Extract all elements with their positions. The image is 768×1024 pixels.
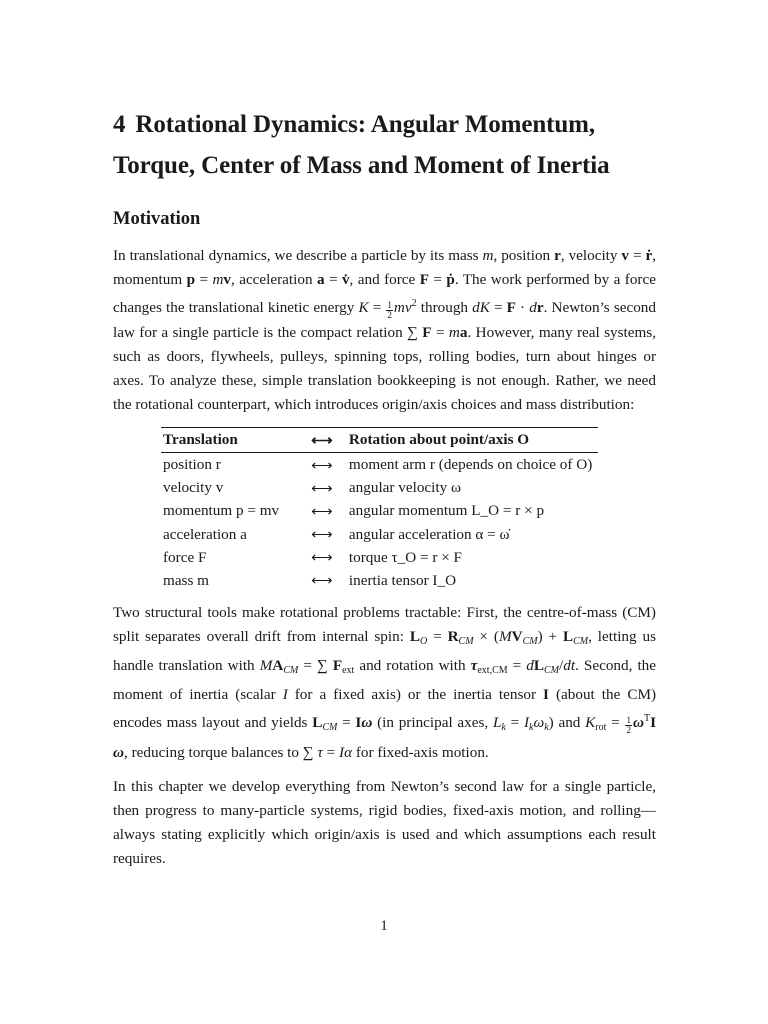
chapter-title-text: Rotational Dynamics: Angular Momentum, Torque, Center of Mass and Moment of Inertia — [113, 111, 610, 179]
table-cell: ⟷ — [311, 572, 333, 590]
correspondence-table — [161, 427, 598, 594]
table-header-rotation: Rotation about point/axis O — [347, 428, 598, 453]
table-cell: ⟷ — [311, 479, 333, 497]
table-cell: ⟷ — [311, 502, 333, 520]
chapter-number: 4 — [113, 111, 126, 138]
table-cell: momentum p = mv — [163, 502, 280, 520]
table-cell: acceleration a — [163, 525, 247, 543]
table-row — [161, 477, 598, 500]
table-cell: force F — [163, 548, 207, 566]
table-cell: moment arm r (depends on choice of O) — [348, 456, 593, 474]
table-row — [161, 500, 598, 523]
table-cell: velocity v — [163, 479, 224, 497]
table-cell: angular velocity ω — [348, 479, 461, 497]
table-cell: position r — [163, 456, 221, 474]
table-row — [161, 523, 598, 546]
paragraph-2: Two structural tools make rotational problems tractable: First, the centre-of-mass (CM) split separates overall drift from internal spin: $L_O = R_{CM} \times (MV_{CM}) + L_{CM}$, letting us handle translation with $MA_{CM}$ = ∑ Fext and rotation with $\tau ext,CM = dL_{CM}/dt$. Second, the moment of inertia (scalar I for a fixed axis) or the inertia tensor I (about the CM) encodes mass layout and yields $L_{CM} = I\omega$ (in principal axes, $L_k = I_k\omega_k$) and Krot = $\frac{1}{2}$ $\omega^TI$ ω, reducing torque balances to ∑ τ = Iα for fixed-axis motion. — [113, 603, 657, 761]
table-cell: torque τ_O = r × F — [348, 548, 463, 566]
table-cell: ⟷ — [311, 549, 333, 567]
table-cell: ⟷ — [311, 526, 333, 544]
chapter-title — [113, 104, 656, 186]
table-row — [161, 546, 598, 569]
section-title: Motivation — [113, 209, 201, 229]
table-header-translation: Translation — [161, 428, 309, 453]
table-cell: mass m — [163, 571, 209, 589]
table-row — [161, 569, 598, 594]
page-number: 1 — [380, 918, 388, 934]
table-row — [161, 453, 598, 477]
table-cell: inertia tensor I_O — [348, 571, 457, 589]
table-cell: ⟷ — [311, 456, 333, 474]
table-header-row — [161, 428, 598, 453]
table-cell: angular acceleration α = ω̇ — [348, 525, 510, 543]
table-cell: angular momentum L_O = r × p — [348, 502, 545, 520]
paragraph-1: In translational dynamics, we describe a particle by its mass m, position r, velocity v = ṙ, momentum p = mv, acceleration a = v̇, and force F = ṗ. The work performed by a force changes the translational kinetic energy K = $\frac{1}{2}$ $mv^2$ through dK = F · dr. Newton’s second law for a single particle is the compact relation ∑ F = ma. However, many real systems, such as doors, flywheels, pulleys, spinning tops, rolling bodies, turn about hinges or axes. To analyze these, simple translation bookkeeping is not enough. Rather, we need the rotational counterpart, which introduces origin/axis choices and mass distribution: — [113, 247, 656, 414]
document-page — [113, 104, 656, 882]
table-header-arrow: ⟷ — [309, 428, 347, 453]
paragraph-3: In this chapter we develop everything from Newton’s second law for a single particle, then progress to many-particle systems, rigid bodies, fixed-axis motion, and rolling—always stating explicitly which origin/axis is used and which assumptions each result requires. — [113, 777, 656, 868]
